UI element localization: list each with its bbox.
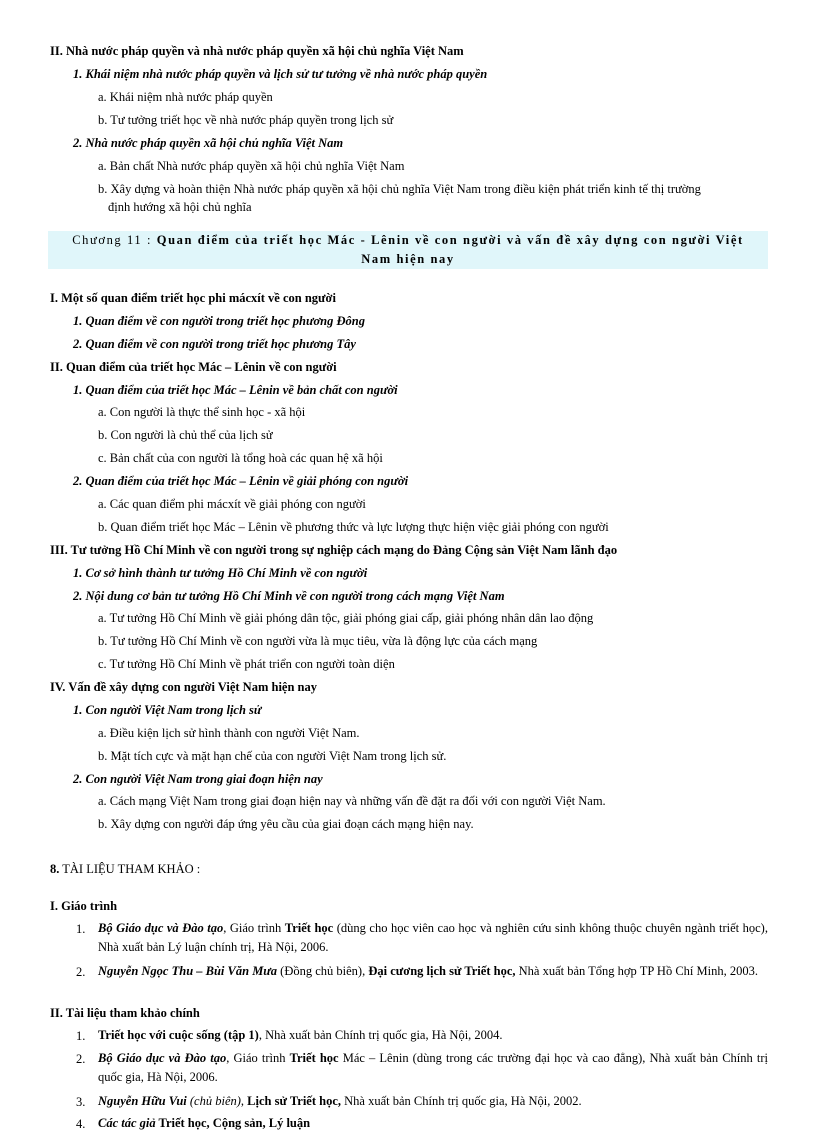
reference-number: 3. — [76, 1095, 86, 1109]
chapter-title-continuation: Nam hiện nay — [361, 252, 455, 266]
subsection-heading: 2. Con người Việt Nam trong giai đoạn hiện nay — [73, 772, 323, 786]
section-heading: II. Quan điểm của triết học Mác – Lênin về con người — [50, 360, 337, 374]
list-item: a. Điều kiện lịch sử hình thành con người Việt Nam. — [98, 726, 360, 740]
section-heading: I. Một số quan điểm triết học phi mácxít về con người — [50, 291, 336, 305]
list-item: c. Tư tưởng Hồ Chí Minh về phát triển con người toàn diện — [98, 657, 395, 671]
subsection-heading: 1. Khái niệm nhà nước pháp quyền và lịch sử tư tưởng về nhà nước pháp quyền — [73, 67, 488, 81]
list-item: b. Mặt tích cực và mặt hạn chế của con người Việt Nam trong lịch sử. — [98, 749, 447, 763]
reference-number: 1. — [76, 922, 86, 936]
subsection-heading: 2. Nhà nước pháp quyền xã hội chủ nghĩa Việt Nam — [73, 136, 344, 150]
list-item: a. Bản chất Nhà nước pháp quyền xã hội chủ nghĩa Việt Nam — [98, 159, 405, 173]
list-item: a. Con người là thực thể sinh học - xã hội — [98, 405, 306, 419]
list-item: a. Tư tưởng Hồ Chí Minh về giải phóng dân tộc, giải phóng giai cấp, giải phóng nhân dân lao động — [98, 611, 594, 625]
reference-item: Triết học với cuộc sống (tập 1), Nhà xuất bản Chính trị quốc gia, Hà Nội, 2004. — [98, 1028, 503, 1042]
section-heading: II. Nhà nước pháp quyền và nhà nước pháp quyền xã hội chủ nghĩa Việt Nam — [50, 44, 464, 58]
chapter-title: Quan điểm của triết học Mác - Lênin về con người và vấn đề xây dựng con người Việt — [156, 233, 744, 247]
chapter-prefix: Chương 11 : — [72, 233, 153, 247]
references-heading: 8. TÀI LIỆU THAM KHẢO : — [50, 862, 201, 876]
reference-item: Bộ Giáo dục và Đào tạo, Giáo trình Triết học (dùng cho học viên cao học và nghiên cứu sinh không thuộc chuyên ngành triết học), Nhà xuất bản Lý luận chính trị, Hà Nội, 2006. — [98, 921, 768, 954]
list-item: b. Xây dựng và hoàn thiện Nhà nước pháp quyền xã hội chủ nghĩa Việt Nam trong điều kiện phát triển kinh tế thị trường — [98, 182, 701, 196]
list-item: b. Tư tưởng Hồ Chí Minh về con người vừa là mục tiêu, vừa là động lực của cách mạng — [98, 634, 538, 648]
reference-item: Các tác giả Triết học, Cộng sản, Lý luận — [98, 1116, 311, 1130]
list-item: c. Bản chất của con người là tổng hoà các quan hệ xã hội — [98, 451, 383, 465]
subsection-heading: 2. Nội dung cơ bản tư tưởng Hồ Chí Minh về con người trong cách mạng Việt Nam — [73, 589, 505, 603]
subsection-heading: 1. Cơ sở hình thành tư tưởng Hồ Chí Minh về con người — [73, 566, 368, 580]
reference-number: 2. — [76, 1052, 86, 1066]
reference-item: Nguyễn Ngọc Thu – Bùi Văn Mưa (Đồng chủ biên), Đại cương lịch sử Triết học, Nhà xuất bản Tổng hợp TP Hồ Chí Minh, 2003. — [98, 964, 758, 978]
list-item: a. Các quan điểm phi mácxít về giải phóng con người — [98, 497, 366, 511]
list-item-continuation: định hướng xã hội chủ nghĩa — [108, 200, 252, 214]
references-group-heading: I. Giáo trình — [50, 899, 118, 913]
references-group-heading: II. Tài liệu tham khảo chính — [50, 1006, 200, 1020]
list-item: b. Tư tưởng triết học về nhà nước pháp quyền trong lịch sử — [98, 113, 394, 127]
subsection-heading: 1. Quan điểm về con người trong triết học phương Đông — [73, 314, 365, 328]
subsection-heading: 1. Con người Việt Nam trong lịch sử — [73, 703, 262, 717]
section-heading: IV. Vấn đề xây dựng con người Việt Nam hiện nay — [50, 680, 317, 694]
list-item: b. Con người là chủ thể của lịch sử — [98, 428, 273, 442]
list-item: a. Khái niệm nhà nước pháp quyền — [98, 90, 273, 104]
reference-number: 2. — [76, 965, 86, 979]
chapter-banner — [48, 231, 768, 269]
subsection-heading: 2. Quan điểm về con người trong triết học phương Tây — [73, 337, 356, 351]
subsection-heading: 1. Quan điểm của triết học Mác – Lênin về bản chất con người — [73, 383, 398, 397]
reference-number: 1. — [76, 1029, 86, 1043]
list-item: a. Cách mạng Việt Nam trong giai đoạn hiện nay và những vấn đề đặt ra đối với con người Việt Nam. — [98, 794, 606, 808]
section-heading: III. Tư tưởng Hồ Chí Minh về con người trong sự nghiệp cách mạng do Đảng Cộng sản Việt Nam lãnh đạo — [50, 543, 618, 557]
list-item: b. Quan điểm triết học Mác – Lênin về phương thức và lực lượng thực hiện việc giải phóng con người — [98, 520, 609, 534]
reference-item: Bộ Giáo dục và Đào tạo, Giáo trình Triết học Mác – Lênin (dùng trong các trường đại học và cao đẳng), Nhà xuất bản Chính trị quốc gia, Hà Nội, 2006. — [98, 1051, 768, 1084]
list-item: b. Xây dựng con người đáp ứng yêu cầu của giai đoạn cách mạng hiện nay. — [98, 817, 474, 831]
reference-number: 4. — [76, 1117, 86, 1131]
subsection-heading: 2. Quan điểm của triết học Mác – Lênin về giải phóng con người — [73, 474, 409, 488]
reference-item: Nguyễn Hữu Vui (chủ biên), Lịch sử Triết học, Nhà xuất bản Chính trị quốc gia, Hà Nội, 2002. — [98, 1094, 582, 1108]
